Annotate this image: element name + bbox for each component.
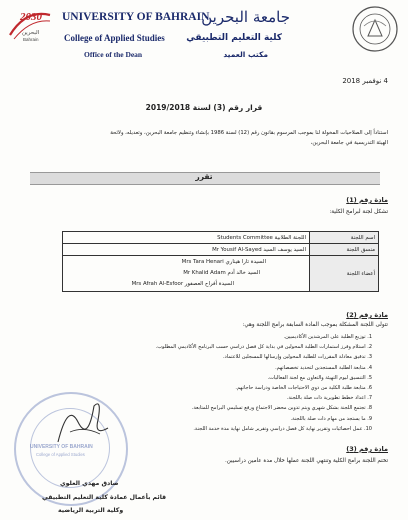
members-label: أعضاء اللجنة	[310, 256, 379, 292]
list-item: 4. متابعة الطلبة المستجدين لتحديد تخصصاتهم.	[275, 364, 372, 371]
members-cell	[63, 256, 310, 292]
member-3: السيدة أفراح العصفور Mrs Afrah Al-Esfoor	[131, 281, 234, 287]
article-3-title: مادة رقم (3)	[346, 445, 388, 453]
college-name-ar: كلية التعليم التطبيقي	[186, 33, 282, 43]
list-item: 1. توزيع الطلبة على المرشدين الأكاديميين.	[283, 334, 372, 340]
stamp-text: UNIVERSITY OF BAHRAIN	[30, 444, 93, 450]
signatory-position: قائم بأعمال عمادة كلية التعليم التطبيقي	[42, 494, 167, 501]
member-1: السيدة تارا هيناري Mrs Tara Henari	[181, 259, 266, 265]
office-name-ar: مكتب العميد	[223, 50, 268, 59]
article-1-text: تشكل لجنة لبرامج الكلية:	[329, 209, 388, 215]
member-2: السيد خالد آدم Mr Khalid Adam	[183, 270, 260, 276]
list-item: 6. متابعة طلبة الكلية من ذوي الاحتياجات الخاصة ودراسة حاجاتهم.	[235, 384, 372, 391]
table-row	[63, 256, 379, 292]
signature-icon	[48, 392, 118, 452]
emblem-icon	[350, 4, 400, 54]
university-name-ar: جامعة البحرين	[201, 8, 290, 26]
office-name-en: Office of the Dean	[84, 50, 143, 59]
signatory-name: صادق مهدي العلوي	[60, 480, 119, 487]
document-date: 4 نوفمبر 2018	[342, 77, 388, 85]
signatory-college: وكلية التربية الرياضية	[58, 507, 124, 514]
logo-sub: Bahrain	[23, 37, 39, 42]
article-1-title: مادة رقم (1)	[346, 196, 388, 204]
table-row	[63, 244, 379, 256]
handwritten-signature	[48, 392, 118, 456]
decision-title: قرار رقم (3) لسنة 2019/2018	[145, 103, 263, 112]
university-name-en: UNIVERSITY OF BAHRAIN	[62, 11, 210, 23]
coordinator-label: منسق اللجنة	[310, 244, 379, 256]
decides-label: تقرر	[195, 172, 213, 181]
preamble-line-2: الهيئة التدريسية في جامعة البحرين،	[310, 140, 388, 146]
list-item: 5. التنسيق ليوم التهيئة والتعاون مع لجنة الفعاليات.	[267, 374, 372, 381]
list-item: 9. ما يستجد من مهام ذات صلة باللجنة.	[290, 415, 372, 422]
college-name-en: College of Applied Studies	[64, 33, 165, 43]
logo-year: 2030	[20, 11, 42, 23]
table-row	[63, 232, 379, 244]
list-item: 3. تدقيق معادلة المقررات للطلبة المحولين وإرسالها للمسجلين للاعتماد.	[222, 354, 372, 361]
article-2-title: مادة رقم (2)	[346, 311, 388, 319]
university-emblem	[350, 4, 400, 54]
committee-label: اسم اللجنة	[310, 232, 379, 244]
vision-2030-logo	[6, 5, 54, 45]
preamble-line-1: استناداً إلى الصلاحيات المخولة لنا بموجب المرسوم بقانون رقم (12) لسنة 1986 بإنشاء وتنظيم جامعة البحرين، وتعديله، ولائحة	[110, 130, 388, 136]
committee-table	[62, 231, 379, 292]
stamp-subtext: College of Applied Studies	[36, 452, 85, 457]
coordinator-value: السيد يوسف السيد Mr Yousif Al-Sayed	[63, 244, 310, 256]
article-2-intro: تتولى اللجنة المشكلة بموجب المادة السابقة برامج اللجنة وهي:	[242, 322, 388, 328]
list-item: 8. تجتمع اللجنة بشكل شهري ويتم تدوين محضر الاجتماع ورفع تسليمي البرامج للمتابعة.	[191, 405, 372, 412]
list-item: 7. اعداد خطط تطويرية ذات صلة باللجنة.	[286, 395, 372, 402]
logo-arabic: البحرين	[22, 30, 40, 36]
article-3-text: تختم اللجنة برامج الكلية وتنتهي اللجنة عملها خلال مدة عامين دراسيين.	[225, 458, 388, 464]
list-item: 10. عمل احصائيات وتقرير نهاية كل فصل دراسي وتقرير شامل نهاية مدة خدمة اللجنة.	[193, 425, 372, 432]
committee-value: اللجنة الطلابية Students Committee	[63, 232, 310, 244]
list-item: 2. استلام وفرز استمارات الطلبة المحولين في بداية كل فصل دراسي حسب البرنامج الأكاديمي المطلوب.	[155, 344, 372, 351]
